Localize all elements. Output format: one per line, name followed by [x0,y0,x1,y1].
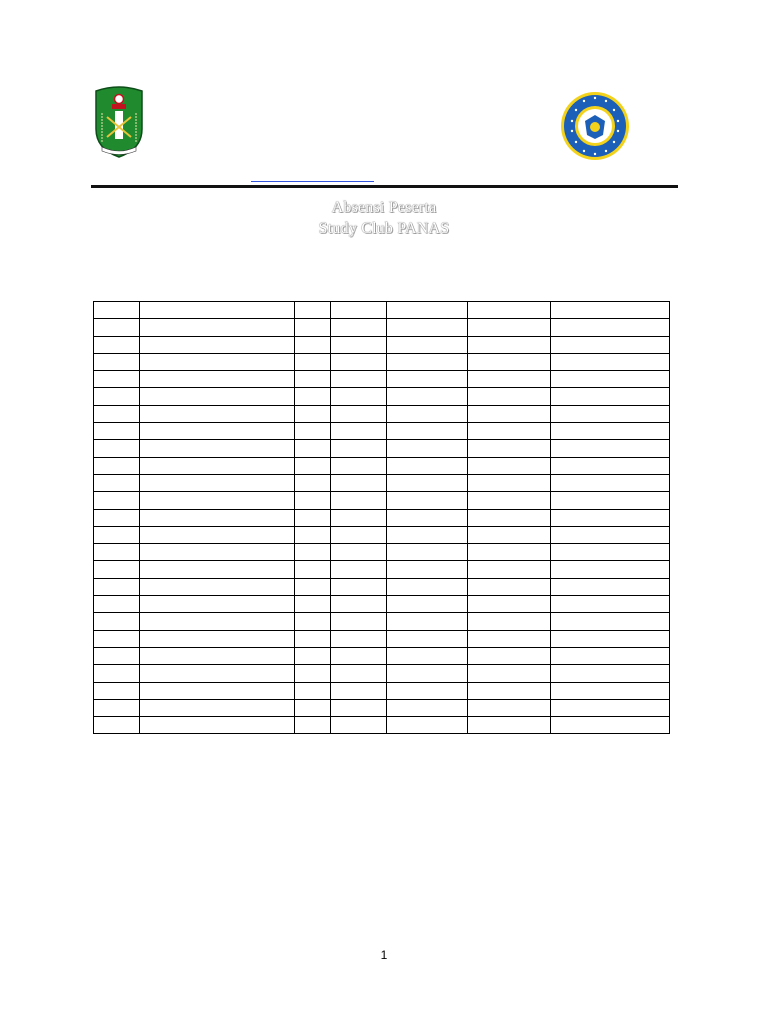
table-cell [140,440,295,457]
table-row [94,423,670,440]
table-cell [468,353,551,370]
table-cell [387,319,468,336]
table-cell [295,717,331,734]
school-emblem-logo [560,91,630,161]
table-cell [387,371,468,388]
table-cell [331,319,387,336]
table-cell [140,492,295,509]
table-cell [387,613,468,630]
table-cell [551,509,670,526]
table-cell [468,717,551,734]
table-cell [295,405,331,422]
table-cell [94,336,140,353]
table-cell [331,647,387,664]
table-row [94,302,670,319]
table-cell [94,457,140,474]
table-cell [387,647,468,664]
table-cell [94,665,140,682]
table-cell [94,526,140,543]
table-cell [94,717,140,734]
table-cell [387,405,468,422]
table-cell [94,353,140,370]
table-cell [331,492,387,509]
table-cell [140,423,295,440]
table-cell [94,509,140,526]
table-cell [295,544,331,561]
table-cell [140,682,295,699]
table-row [94,561,670,578]
table-cell [295,353,331,370]
table-cell [551,423,670,440]
page-number: 1 [380,948,388,962]
table-cell [140,509,295,526]
table-cell [551,561,670,578]
table-cell [140,544,295,561]
school-emblem-icon [560,91,630,161]
table-cell [331,578,387,595]
table-cell [295,526,331,543]
table-cell [468,440,551,457]
table-cell [140,596,295,613]
table-cell [387,474,468,491]
table-row [94,336,670,353]
table-cell [295,457,331,474]
table-cell [551,336,670,353]
table-cell [387,336,468,353]
table-cell [387,492,468,509]
table-row [94,717,670,734]
table-cell [295,509,331,526]
table-cell [331,596,387,613]
table-cell [331,371,387,388]
table-cell [551,717,670,734]
table-cell [551,388,670,405]
table-cell [331,665,387,682]
table-cell [140,699,295,716]
table-row [94,544,670,561]
table-cell [331,509,387,526]
table-cell [387,544,468,561]
table-cell [387,717,468,734]
table-cell [387,630,468,647]
table-cell [140,336,295,353]
table-row [94,388,670,405]
table-cell [468,509,551,526]
table-cell [387,665,468,682]
table-cell [468,630,551,647]
table-cell [295,596,331,613]
table-cell [331,474,387,491]
table-cell [331,717,387,734]
table-cell [331,682,387,699]
table-cell [468,578,551,595]
table-cell [94,647,140,664]
table-cell [94,492,140,509]
table-cell [94,388,140,405]
table-cell [468,492,551,509]
table-cell [551,682,670,699]
table-row [94,509,670,526]
table-row [94,613,670,630]
table-cell [295,423,331,440]
table-cell [94,561,140,578]
table-cell [468,561,551,578]
table-cell [140,561,295,578]
table-cell [295,561,331,578]
table-cell [551,613,670,630]
table-cell [551,665,670,682]
table-cell [331,353,387,370]
table-cell [468,596,551,613]
table-cell [295,302,331,319]
table-row [94,405,670,422]
table-cell [331,699,387,716]
table-cell [94,440,140,457]
table-cell [94,474,140,491]
table-row [94,353,670,370]
table-cell [468,457,551,474]
table-cell [94,596,140,613]
table-cell [94,302,140,319]
header-divider [91,185,678,188]
table-cell [295,613,331,630]
table-cell [331,630,387,647]
table-cell [387,526,468,543]
table-cell [551,457,670,474]
table-cell [331,613,387,630]
table-row [94,596,670,613]
table-cell [295,647,331,664]
table-cell [331,388,387,405]
provincial-crest-logo [92,85,146,159]
table-cell [140,474,295,491]
table-cell [140,319,295,336]
table-cell [295,440,331,457]
table-cell [551,596,670,613]
table-row [94,474,670,491]
table-cell [295,336,331,353]
table-cell [331,405,387,422]
table-cell [295,682,331,699]
table-cell [140,526,295,543]
table-cell [94,423,140,440]
table-row [94,457,670,474]
table-cell [140,388,295,405]
table-cell [387,682,468,699]
table-cell [331,526,387,543]
table-cell [468,423,551,440]
provincial-crest-icon [92,85,146,159]
table-cell [295,474,331,491]
document-subtitle: Study Club PANAS [318,220,450,237]
table-cell [140,371,295,388]
table-cell [387,353,468,370]
table-cell [94,613,140,630]
table-cell [468,699,551,716]
table-cell [468,647,551,664]
table-cell [468,388,551,405]
table-cell [94,630,140,647]
table-cell [140,613,295,630]
table-cell [295,630,331,647]
table-cell [551,474,670,491]
table-cell [140,647,295,664]
table-cell [468,613,551,630]
table-cell [551,440,670,457]
table-cell [140,302,295,319]
table-cell [94,371,140,388]
table-cell [94,578,140,595]
table-cell [387,509,468,526]
table-cell [468,682,551,699]
attendance-table [93,301,670,734]
table-cell [331,440,387,457]
table-cell [94,699,140,716]
table-cell [387,699,468,716]
table-cell [551,492,670,509]
table-row [94,492,670,509]
table-cell [331,302,387,319]
table-cell [551,647,670,664]
table-cell [140,665,295,682]
table-cell [387,388,468,405]
table-cell [295,492,331,509]
table-cell [295,319,331,336]
table-cell [387,561,468,578]
table-cell [387,423,468,440]
table-cell [331,423,387,440]
table-cell [331,336,387,353]
table-cell [468,319,551,336]
document-title: Absensi Peserta [331,199,437,216]
table-row [94,699,670,716]
table-cell [551,544,670,561]
table-cell [140,578,295,595]
table-cell [551,578,670,595]
table-row [94,647,670,664]
table-cell [94,682,140,699]
table-cell [468,302,551,319]
table-cell [551,319,670,336]
table-cell [551,630,670,647]
hyperlink-underline[interactable] [251,181,374,182]
table-cell [295,388,331,405]
table-cell [551,699,670,716]
table-cell [295,699,331,716]
table-cell [94,544,140,561]
table-cell [387,596,468,613]
table-cell [551,371,670,388]
table-cell [331,457,387,474]
table-row [94,665,670,682]
table-cell [140,353,295,370]
table-row [94,578,670,595]
table-cell [551,302,670,319]
table-cell [94,405,140,422]
table-cell [468,405,551,422]
table-cell [94,319,140,336]
table-cell [387,440,468,457]
table-cell [551,353,670,370]
table-cell [140,457,295,474]
table-cell [468,526,551,543]
table-cell [468,544,551,561]
table-row [94,371,670,388]
table-cell [468,474,551,491]
table-cell [387,302,468,319]
table-cell [387,457,468,474]
table-cell [295,665,331,682]
table-row [94,319,670,336]
table-row [94,682,670,699]
table-cell [140,630,295,647]
table-cell [468,336,551,353]
table-cell [551,526,670,543]
table-row [94,526,670,543]
table-cell [295,371,331,388]
table-cell [295,578,331,595]
table-row [94,440,670,457]
table-cell [140,717,295,734]
table-row [94,630,670,647]
table-cell [468,665,551,682]
table-cell [468,371,551,388]
table-cell [551,405,670,422]
table-cell [140,405,295,422]
table-cell [331,544,387,561]
table-cell [387,578,468,595]
table-cell [331,561,387,578]
